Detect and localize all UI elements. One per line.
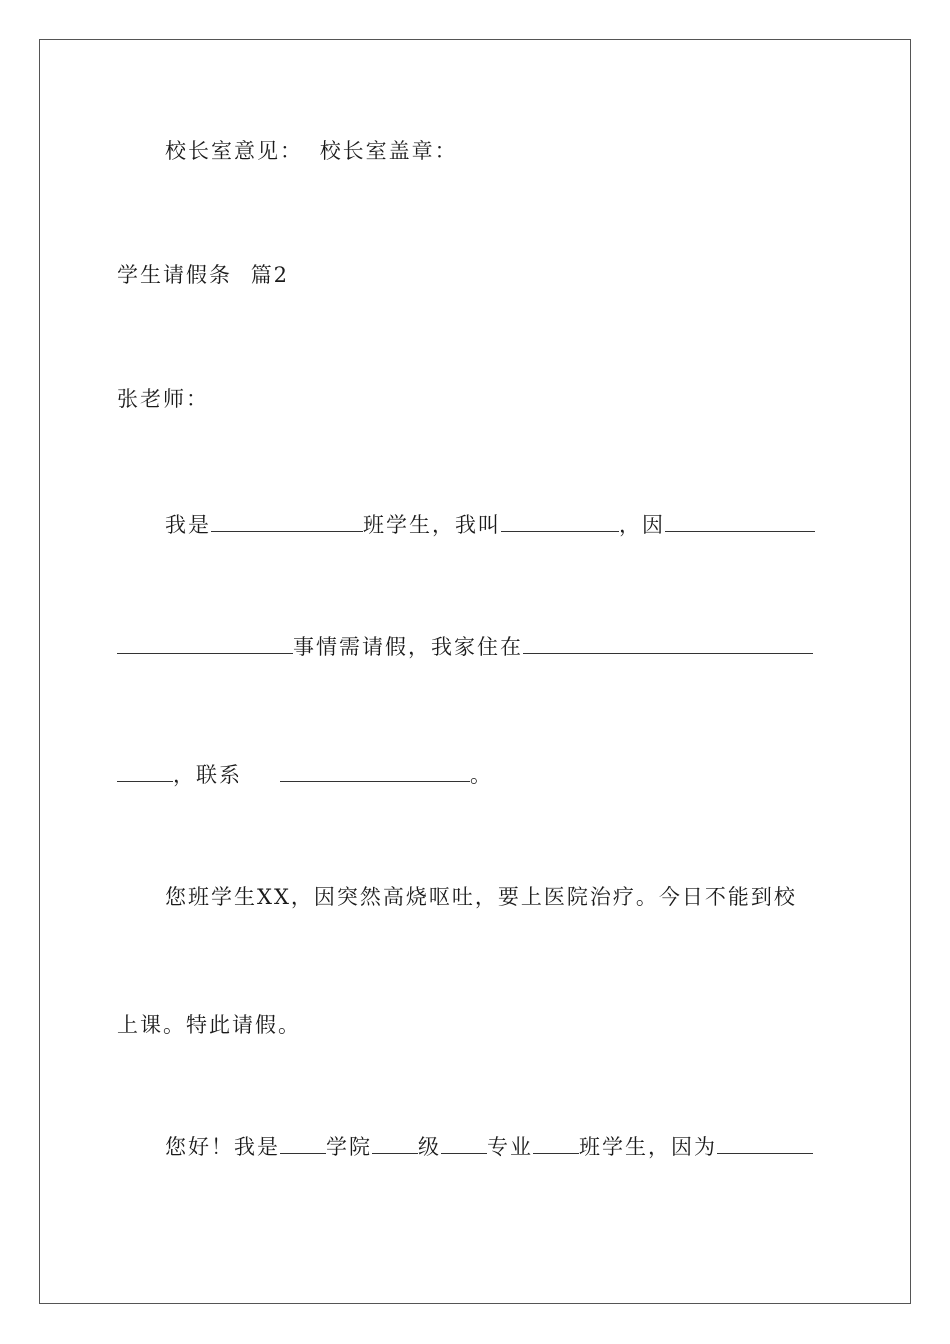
college-text-greeting: 您好！我是: [165, 1135, 280, 1159]
name-blank[interactable]: [501, 511, 619, 532]
college-text-class-because: 班学生，因为: [579, 1135, 717, 1159]
page-border: [39, 39, 911, 1304]
principal-office-line: [165, 136, 835, 166]
reason-blank[interactable]: [717, 1133, 813, 1154]
form-text-period: 。: [470, 763, 493, 787]
form-text-because: ，因: [619, 513, 665, 537]
form-text-i-am: 我是: [165, 513, 211, 537]
form-text-class-student: 班学生，我叫: [363, 513, 501, 537]
class-number-blank[interactable]: [533, 1133, 579, 1154]
college-text-college: 学院: [326, 1135, 372, 1159]
heading-title: 学生请假条: [117, 263, 232, 287]
note-line-2: [117, 1010, 835, 1040]
principal-stamp-label: 校长室盖章：: [319, 139, 458, 163]
grade-blank[interactable]: [372, 1133, 418, 1154]
major-blank[interactable]: [441, 1133, 487, 1154]
principal-opinion-label: 校长室意见：: [165, 139, 303, 163]
college-form-line: [165, 1132, 835, 1162]
salutation-text: 张老师：: [117, 387, 209, 411]
address-blank-start[interactable]: [523, 633, 813, 654]
reason-blank-start[interactable]: [665, 511, 815, 532]
reason-blank-end[interactable]: [117, 633, 293, 654]
form-text-leave-address: 事情需请假，我家住在: [293, 635, 523, 659]
address-blank-end[interactable]: [117, 761, 173, 782]
note-line-1: [165, 882, 835, 912]
college-text-major: 专业: [487, 1135, 533, 1159]
heading-suffix: 篇2: [250, 263, 290, 287]
contact-blank[interactable]: [280, 761, 470, 782]
salutation: [117, 384, 835, 414]
college-text-grade: 级: [418, 1135, 441, 1159]
form-line-3: [117, 760, 835, 790]
form-line-2: [117, 632, 835, 662]
college-blank[interactable]: [280, 1133, 326, 1154]
note-text-1: 您班学生XX，因突然高烧呕吐，要上医院治疗。今日不能到校: [165, 885, 797, 909]
form-line-1: [165, 510, 835, 540]
form-text-contact: ，联系: [173, 763, 242, 787]
note-text-2: 上课。特此请假。: [117, 1013, 301, 1037]
section-heading: [117, 260, 835, 290]
class-blank[interactable]: [211, 511, 363, 532]
